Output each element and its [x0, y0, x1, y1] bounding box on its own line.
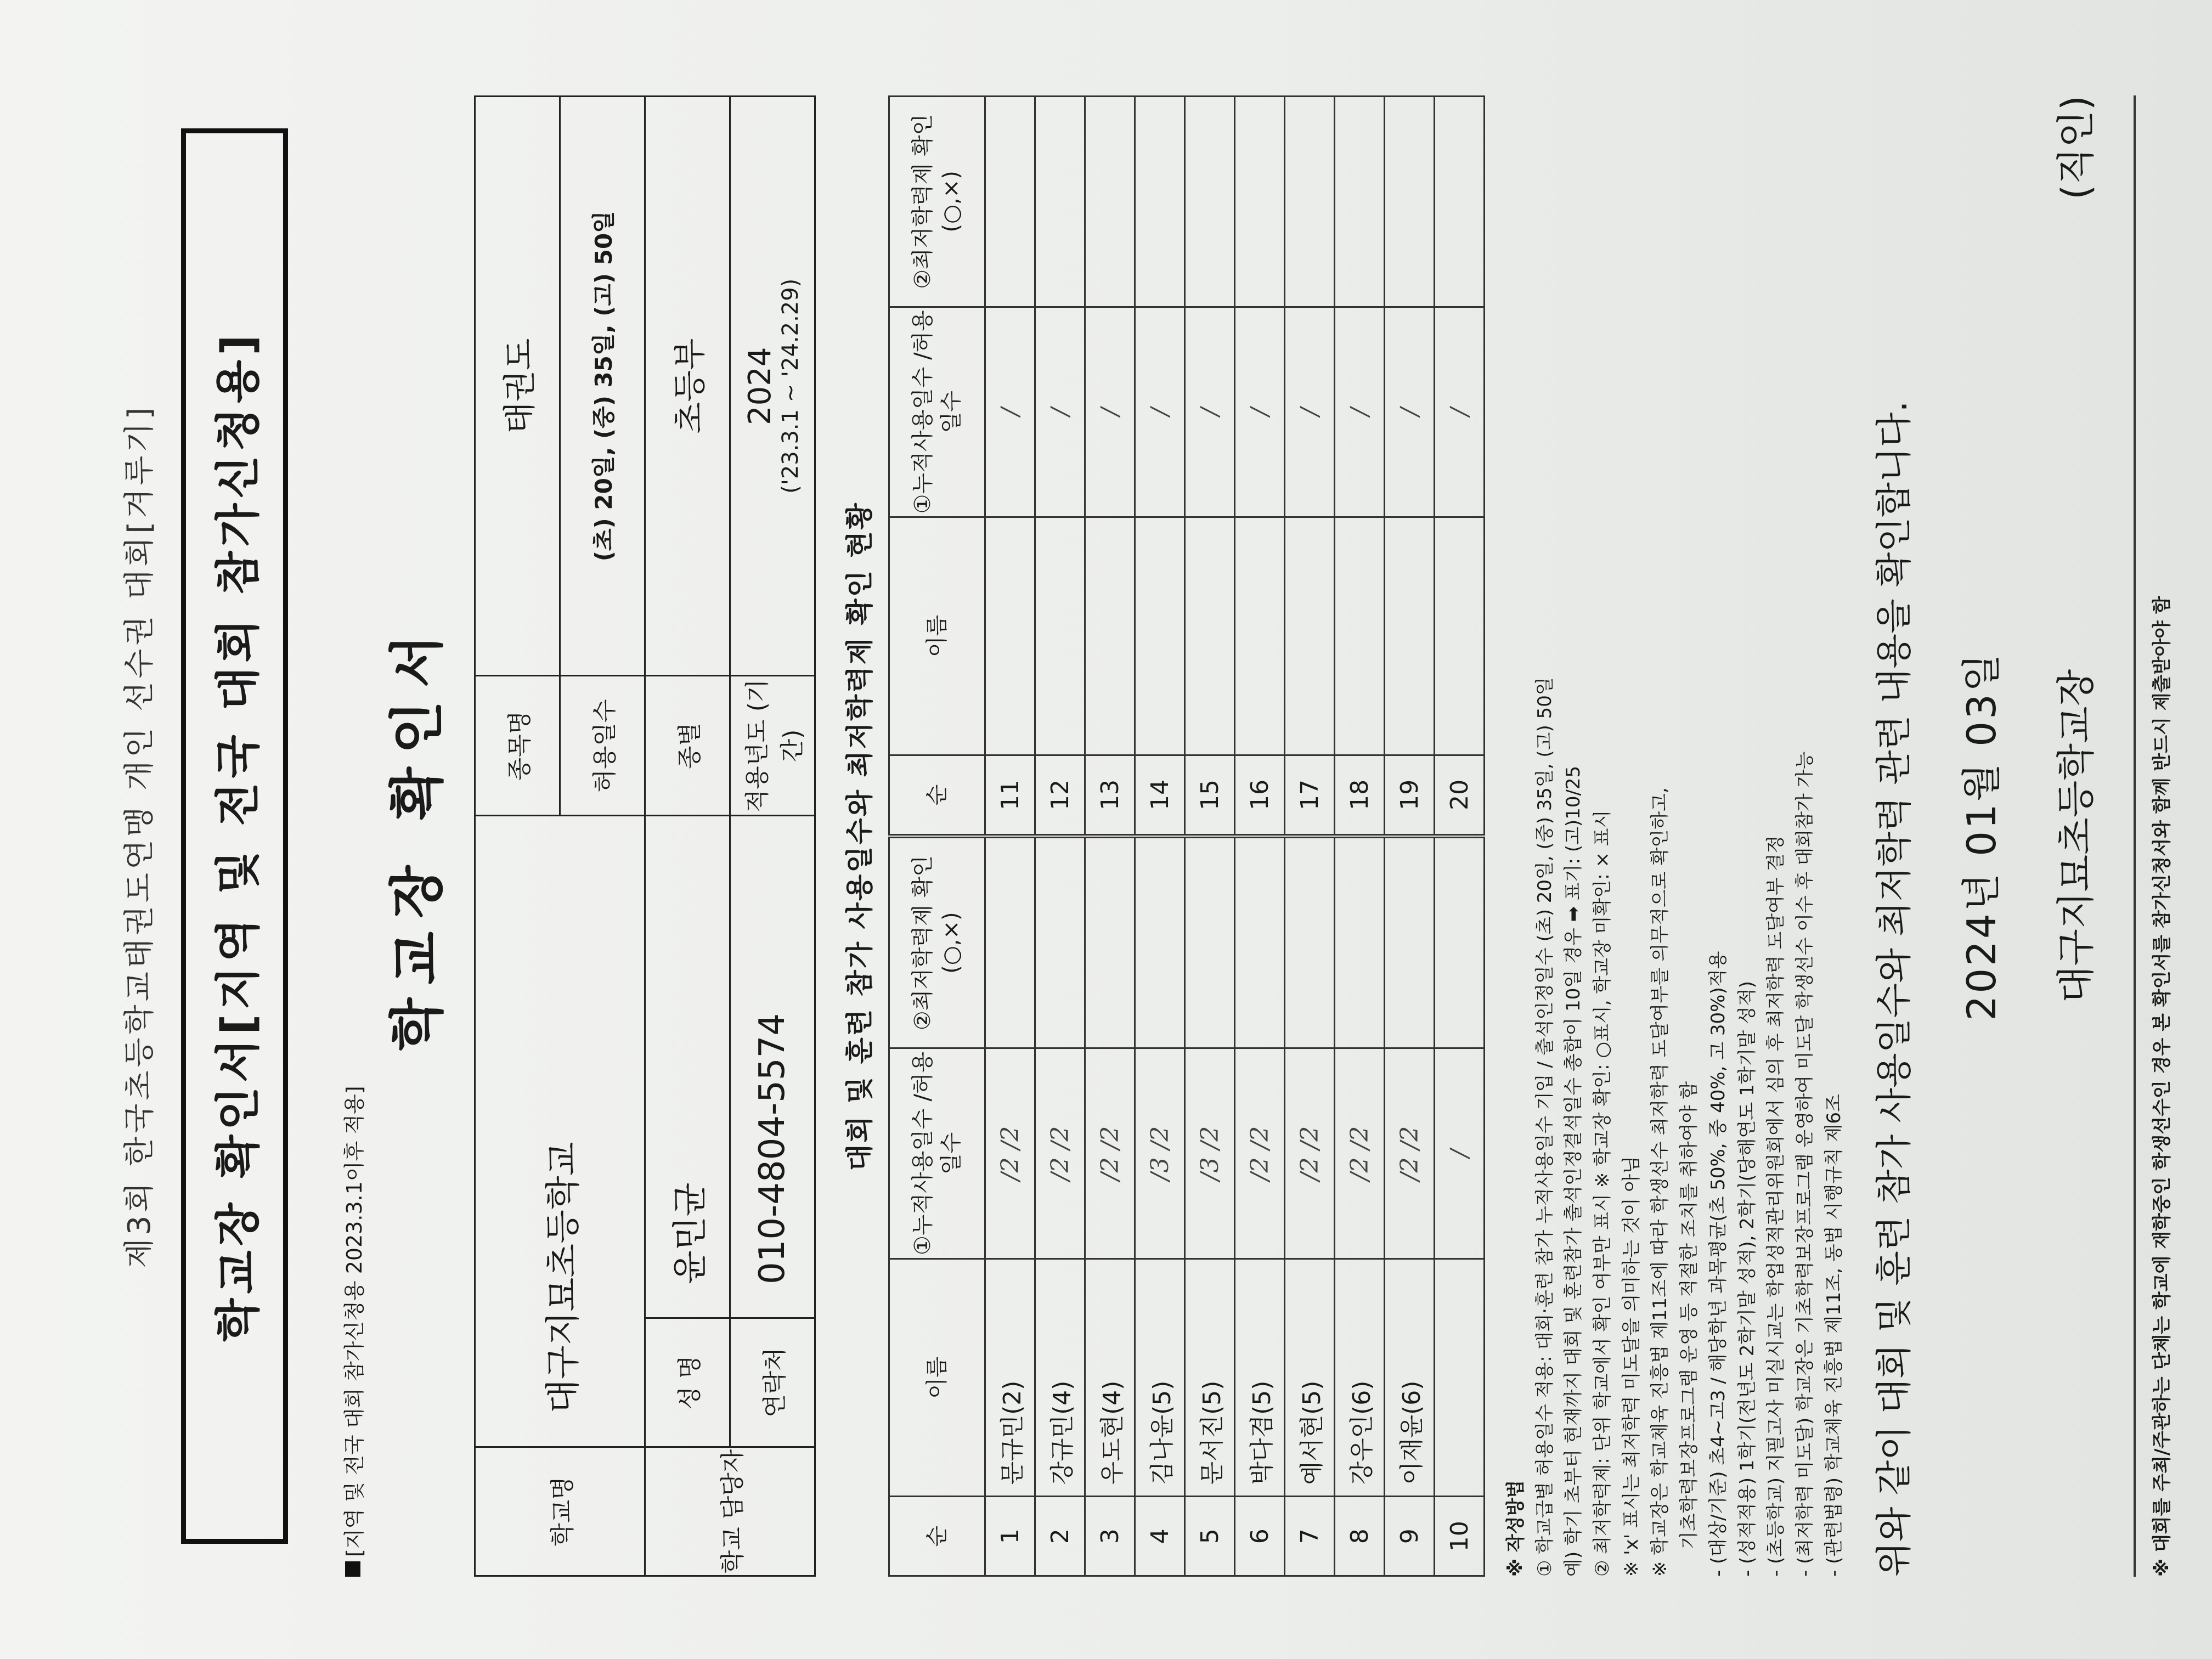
row-uses: / [1135, 307, 1185, 517]
row-no: 7 [1285, 1497, 1335, 1576]
name-value: 윤민균 [645, 816, 730, 1318]
period-range: ('23.3.1 ~ '24.2.29) [777, 278, 803, 494]
row-no: 18 [1335, 755, 1385, 836]
row-no: 10 [1435, 1497, 1485, 1576]
row-check [1235, 97, 1285, 307]
col-uses-2: ①누적사용일수 /허용일수 [889, 307, 985, 517]
table-row [1235, 97, 1285, 1576]
row-name: 우도현(4) [1085, 1259, 1135, 1497]
row-check [1385, 97, 1435, 307]
row-no: 17 [1285, 755, 1335, 836]
boxed-title: 학교장 확인서[지역 및 전국 대회 참가신청용] [181, 128, 288, 1544]
table-row [1285, 97, 1335, 1576]
row-check [1335, 97, 1385, 307]
competition-title: 제3회 한국초등학교태권도연맹 개인 선수권 대회[겨루기] [122, 404, 157, 1268]
guide-line: ※ 학교장은 학교체육 진흥법 제11조에 따라 학생선수 최저학력 도달여부를 의무적으로 확인하고, [1649, 787, 1672, 1577]
row-check [1285, 836, 1335, 1048]
row-name [1235, 517, 1285, 755]
row-name: 박다겸(5) [1235, 1259, 1285, 1497]
document-content [55, 95, 2174, 1577]
footnote: ※ 대회를 주최/주관하는 단체는 학교에 재학중인 학생선수인 경우 본 확인서를 참가신청서와 함께 반드시 제출받아야 함 [2134, 95, 2174, 1577]
division-label: 종별 [645, 676, 730, 816]
row-name [1035, 517, 1085, 755]
division-value: 초등부 [645, 97, 730, 676]
guide-line: ① 학교급별 허용일수 적용: 대회·훈련 참가 누적사용일수 기입 / 출석인정일수 (초) 20일, (중) 35일, (고) 50일 [1533, 677, 1556, 1577]
period-value: 2024 [742, 347, 778, 425]
row-uses: /3 /2 [1185, 1048, 1235, 1259]
row-no: 3 [1085, 1497, 1135, 1576]
school-info-table [474, 95, 816, 1577]
manager-label: 학교 담당자 [645, 1447, 815, 1576]
row-no: 16 [1235, 755, 1285, 836]
row-name [1085, 517, 1135, 755]
col-check-2: ②최저학력제 확인(○,×) [889, 97, 985, 307]
table-row [1085, 97, 1135, 1576]
row-check [1285, 97, 1335, 307]
row-name: 김나윤(5) [1135, 1259, 1185, 1497]
row-name: 이재윤(6) [1385, 1259, 1435, 1497]
event-label: 종목명 [475, 676, 560, 816]
row-name [1135, 517, 1185, 755]
guide-line: ② 최저학력제: 단위 학교에서 확인 여부만 표시 ※ 학교장 확인: ○표시, 학교장 미확인: × 표시 [1592, 810, 1614, 1577]
allowed-days-label: 허용일수 [560, 676, 645, 816]
row-check [1035, 836, 1085, 1048]
guide-line: - (대상/기준) 초4~고3 / 해당학년 과목평균(초 50%, 중 40%, 고 30%)적용 [1707, 951, 1729, 1577]
row-name: 문규민(2) [985, 1259, 1035, 1497]
row-no: 20 [1435, 755, 1485, 836]
row-no: 9 [1385, 1497, 1435, 1576]
confirmation-statement: 위와 같이 대회 및 훈련 참가 사용일수와 최저학력 관련 내용을 확인합니다. [1873, 400, 1916, 1577]
row-check [1335, 836, 1385, 1048]
col-no: 순 [889, 1497, 985, 1576]
row-no: 13 [1085, 755, 1135, 836]
row-name: 강우인(6) [1335, 1259, 1385, 1497]
row-no: 8 [1335, 1497, 1385, 1576]
row-uses: /2 /2 [1335, 1048, 1385, 1259]
table-row [1185, 97, 1235, 1576]
name-label: 성 명 [645, 1318, 730, 1447]
guide-line: 예) 학기 초부터 현재까지 대회 및 훈련참가 출석인정결석일수 총합이 10일 경우 ➡ 표기: (고)10/25 [1562, 765, 1585, 1577]
row-name [1435, 1259, 1485, 1497]
row-no: 4 [1135, 1497, 1185, 1576]
row-name [1285, 517, 1335, 755]
col-no-2: 순 [889, 755, 985, 836]
roster-section-title: 대회 및 훈련 참가 사용일수와 최저학력제 확인 현황 [844, 501, 876, 1171]
row-uses: / [1335, 307, 1385, 517]
official-seal-label: (직인) [2053, 95, 2099, 200]
allowed-days-value: (초) 20일, (중) 35일, (고) 50일 [560, 97, 645, 676]
table-row [1435, 97, 1485, 1576]
col-name: 이름 [889, 1259, 985, 1497]
row-check [985, 836, 1035, 1048]
row-uses: / [1285, 307, 1335, 517]
school-label: 학교명 [475, 1447, 645, 1576]
guide-line: - (성적적용) 1학기(전년도 2학기말 성적), 2학기(당해연도 1학기말 성적) [1736, 981, 1758, 1577]
row-uses: /2 /2 [1285, 1048, 1335, 1259]
row-check [1185, 97, 1235, 307]
col-check: ②최저학력제 확인(○,×) [889, 836, 985, 1048]
row-no: 14 [1135, 755, 1185, 836]
row-uses: /2 /2 [1385, 1048, 1435, 1259]
row-uses: / [1085, 307, 1135, 517]
scope-note [337, 95, 368, 1577]
guide-line: - (최저학력 미도달) 학교장은 기초학력보장프로그램 운영하여 미도달 학생선수 이수 후 대회참가 가능 [1793, 751, 1816, 1577]
row-no: 12 [1035, 755, 1085, 836]
roster-header-row [889, 97, 985, 1576]
row-name [1335, 517, 1385, 755]
period-cell [730, 97, 815, 676]
row-check [1085, 836, 1135, 1048]
guide-line: - (관련법령) 학교체육 진흥법 제11조, 동법 시행규칙 제6조 [1822, 1094, 1845, 1577]
row-uses: / [1185, 307, 1235, 517]
principal-title: 대구지묘초등학교장 [2053, 669, 2099, 1003]
table-row [985, 97, 1035, 1576]
row-check [1135, 97, 1185, 307]
row-uses: /2 /2 [985, 1048, 1035, 1259]
guide-line: - (초등학교) 지필고사 미실시교는 학업성적관리위원회에서 심의 후 최저학력 도달여부 결정 [1765, 835, 1787, 1577]
row-uses: / [1435, 307, 1485, 517]
row-uses: / [1385, 307, 1435, 517]
school-name: 대구지묘초등학교 [475, 816, 645, 1447]
black-square-icon [345, 1561, 360, 1577]
row-name [985, 517, 1035, 755]
table-row [1385, 97, 1435, 1576]
table-row [1035, 97, 1085, 1576]
document-title: 학교장 확인서 [385, 621, 449, 1051]
row-no: 1 [985, 1497, 1035, 1576]
row-name [1185, 517, 1235, 755]
row-uses: / [1035, 307, 1085, 517]
row-check [1235, 836, 1285, 1048]
row-check [1035, 97, 1085, 307]
row-uses: /2 /2 [1235, 1048, 1285, 1259]
period-label: 적용년도 (기간) [730, 676, 815, 816]
row-no: 15 [1185, 755, 1235, 836]
row-name [1435, 517, 1485, 755]
event-value: 태권도 [475, 97, 560, 676]
signature-line [2045, 95, 2101, 1577]
row-uses: / [1435, 1048, 1485, 1259]
roster-table [888, 95, 1485, 1577]
row-name: 강규민(4) [1035, 1259, 1085, 1497]
guide-heading: ※ 작성방법 [1505, 1480, 1527, 1577]
contact-label: 연락처 [730, 1318, 815, 1447]
row-uses: /2 /2 [1035, 1048, 1085, 1259]
row-check [1435, 836, 1485, 1048]
row-no: 5 [1185, 1497, 1235, 1576]
contact-value: 010-4804-5574 [730, 816, 815, 1318]
row-uses: / [985, 307, 1035, 517]
row-uses: /3 /2 [1135, 1048, 1185, 1259]
issue-date: 2024년 01월 03일 [1959, 651, 2005, 1021]
col-name-2: 이름 [889, 517, 985, 755]
row-uses: /2 /2 [1085, 1048, 1135, 1259]
scope-note-text: [지역 및 전국 대회 참가신청용 2023.3.1이후 적용] [342, 1086, 366, 1557]
row-check [985, 97, 1035, 307]
row-name: 예서현(5) [1285, 1259, 1335, 1497]
table-row [1335, 97, 1385, 1576]
writing-guide [1502, 95, 1848, 1577]
row-no: 6 [1235, 1497, 1285, 1576]
row-no: 19 [1385, 755, 1435, 836]
row-uses: / [1235, 307, 1285, 517]
table-row [1135, 97, 1185, 1576]
row-name [1385, 517, 1435, 755]
row-name: 문서진(5) [1185, 1259, 1235, 1497]
guide-line: ※ 'x' 표시는 최저학력 미도달을 의미하는 것이 아님 [1620, 1156, 1643, 1577]
col-uses: ①누적사용일수 /허용일수 [889, 1048, 985, 1259]
roster-body [985, 97, 1485, 1576]
row-check [1135, 836, 1185, 1048]
row-no: 11 [985, 755, 1035, 836]
row-check [1085, 97, 1135, 307]
guide-line: 기초학력보장프로그램 운영 등 적절한 조치를 취하여야 함 [1678, 1081, 1701, 1549]
row-check [1435, 97, 1485, 307]
row-check [1385, 836, 1435, 1048]
row-no: 2 [1035, 1497, 1085, 1576]
row-check [1185, 836, 1235, 1048]
